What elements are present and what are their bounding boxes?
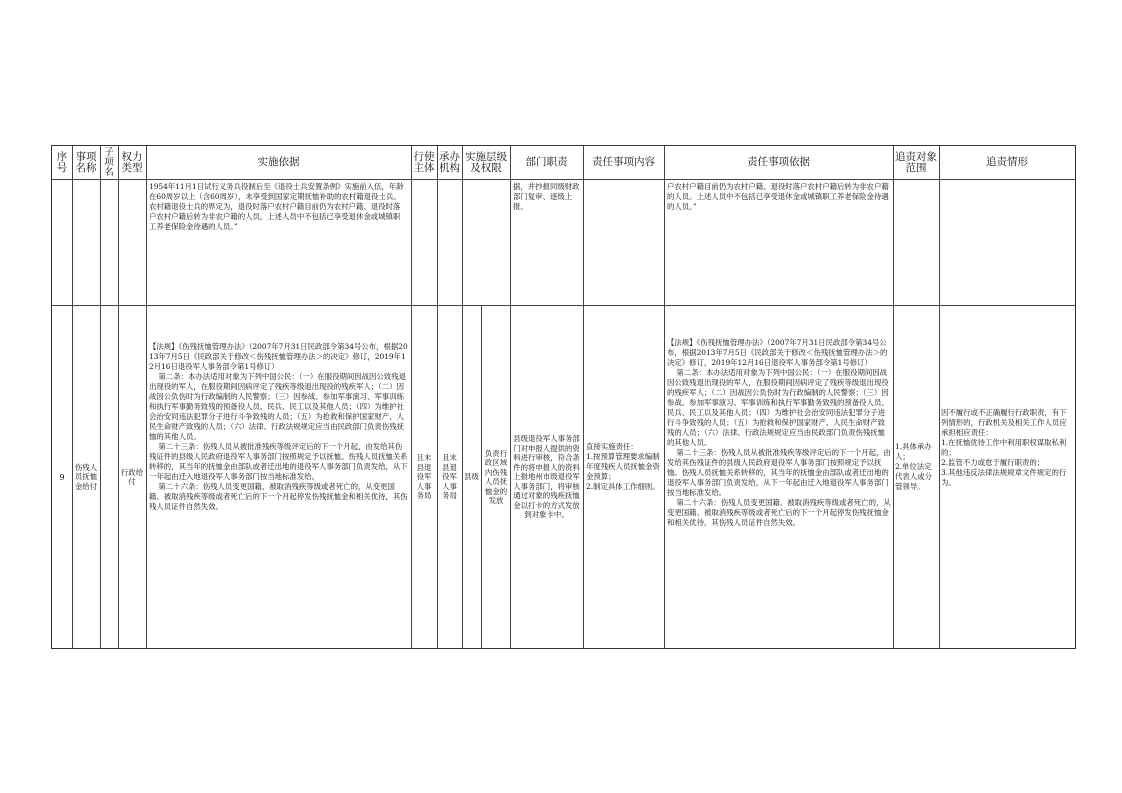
row-divider — [52, 179, 1075, 180]
row-agency: 且末县退役军人事务局 — [442, 453, 457, 501]
header-power-type: 权力 类型 — [121, 150, 143, 174]
row-target: 1.具体承办人； 2.单位法定代表人或分管领导。 — [895, 442, 932, 491]
row-item-name: 伤残人员抚恤金给付 — [74, 462, 98, 491]
header-item-name: 事项 名称 — [75, 150, 97, 174]
row-power-type: 行政给付 — [120, 467, 144, 486]
row-resp-content: 直接实施责任： 1.按预算管理要求编制年度残疾人员抚恤金资金预算； 2.制定具体工作细则。 — [586, 442, 660, 491]
col-divider — [437, 146, 438, 648]
col-divider — [481, 305, 482, 649]
row-resp-basis: 【法规】《伤残抚恤管理办法》（2007年7月31日民政部令第34号公布，根据2013年7月5日《民政部关于修改＜伤残抚恤管理办法＞的决定》修订，2019年12月16日退役军人事务部令第1号修订） 第二条：本办法适用对象为下列中国公民：（一）在服役期间因战因公致残退出现役的军人，在服役期间因病评定了残疾等级退出现役的残疾军人；（二）因战因公负伤时为行政编制的人民警察；（三）因参战、参加军事演习、军事训练和执行军事勤务致残的预备役人员、民兵、民工以及其他人员；（四）为维护社会治安同违法犯罪分子进行斗争致残的人员；（五）为抢救和保护国家财产、人民生命财产致残的人员；（六）法律、行政法规规定应当由民政部门负责伤残抚恤的其他人员。 第二十三条：伤残人员从被批准残疾等级评定后的下一个月起，由发给其伤残证件的县级人民政府退役军人事务部门按照规定予以抚恤。伤残人员抚恤关系转移的，其当年的抚恤金由部队或者迁出地的退役军人事务部门负责发给，从下一年起由迁入地退役军人事务部门按当地标准发给。 第二十六条：伤残人员变更国籍、被取消残疾等级或者死亡的，从变更国籍、被取消残疾等级或者死亡后的下一个月起停发伤残抚恤金和相关优待，其伤残人员证件自然失效。 — [667, 338, 891, 527]
row-subject: 且末县退役军人事务局 — [416, 453, 432, 501]
col-divider — [664, 146, 665, 648]
row-dept-duty: 县级退役军人事务部门对申报人提供的资料进行审核，符合条件的将申报人的资料上报地州市级退役军人事务部门，将审核通过对象的残疾抚恤金以打卡的方式发放到对象卡中。 — [513, 434, 580, 520]
col-divider — [100, 146, 101, 648]
col-divider — [510, 146, 511, 648]
header-basis: 实施依据 — [257, 156, 300, 168]
col-divider — [893, 146, 894, 648]
row-level-power: 负责行政区域内伤残人员抚恤金的发放 — [484, 448, 508, 505]
row-situation: 因不履行或不正确履行行政职责，有下列情形的，行政机关及相关工作人员应承担相应责任： 1.在抚恤优待工作中利用职权谋取私利的； 2.监管不力或怠于履行职责的； 3.其他违反法律法规规章文件规定的行为。 — [941, 408, 1067, 487]
header-subject: 行使 主体 — [413, 150, 435, 174]
header-dept-duty: 部门职责 — [525, 156, 568, 168]
header-agency: 承办 机构 — [439, 150, 460, 174]
header-situation: 追责情形 — [986, 156, 1028, 168]
col-divider — [939, 146, 940, 648]
header-seq: 序 号 — [56, 150, 68, 174]
row-basis: 【法规】《伤残抚恤管理办法》（2007年7月31日民政部令第34号公布，根据2013年7月5日《民政部关于修改＜伤残抚恤管理办法＞的决定》修订，2019年12月16日退役军人事务部令第1号修订） 第二条：本办法适用对象为下列中国公民：（一）在服役期间因战因公致残退出现役的军人，在服役期间因病评定了残疾等级退出现役的残疾军人；（二）因战因公负伤时为行政编制的人民警察；（三）因参战、参加军事演习、军事训练和执行军事勤务致残的预备役人员、民兵、民工以及其他人员；（四）为维护社会治安同违法犯罪分子进行斗争致残的人员；（五）为抢救和保护国家财产、人民生命财产致残的人员；（六）法律、行政法规规定应当由民政部门负责伤残抚恤的其他人员。 第二十三条：伤残人员从被批准残疾等级评定后的下一个月起，由发给其伤残证件的县级人民政府退役军人事务部门按照规定予以抚恤。伤残人员抚恤关系转移的，其当年的抚恤金由部队或者迁出地的退役军人事务部门负责发给，从下一年起由迁入地退役军人事务部门按当地标准发给。 第二十六条：伤残人员变更国籍、被取消残疾等级或者死亡的，从变更国籍、被取消残疾等级或者死亡后的下一个月起停发伤残抚恤金和相关优待，其伤残人员证件自然失效。 — [149, 342, 408, 511]
header-target: 追责对象 范围 — [895, 150, 937, 174]
header-sub-item: 子 项 名 — [104, 146, 114, 178]
header-resp-basis: 责任事项依据 — [747, 156, 810, 168]
row-level: 县级 — [464, 472, 479, 482]
row-seq: 9 — [59, 472, 65, 482]
prev-row-resp-basis: 户农村户籍目前仍为农村户籍、退役时落户农村户籍后转为非农户籍的人员。上述人员中不包括已享受退休金或城镇职工养老保险金待遇的人员。” — [667, 182, 889, 211]
prev-row-basis: 1954年11月1日试行义务兵役制后至《退役士兵安置条例》实施前入伍，年龄在60周岁以上（含60周岁），未享受到国家定期抚恤补助的农村籍退役士兵。农村籍退役士兵的界定为，退役时落户农村户籍目前仍为农村户籍、退役时落户农村户籍后转为非农户籍的人员。上述人员中不包括已享受退休金或城镇职工养老保险金待遇的人员。” — [149, 182, 404, 231]
col-divider — [583, 146, 584, 648]
responsibility-table — [51, 145, 1076, 649]
col-divider — [146, 146, 147, 648]
col-divider — [411, 146, 412, 648]
header-resp-content: 责任事项内容 — [592, 156, 655, 168]
header-level: 实施层级 及权限 — [465, 150, 507, 174]
prev-row-dept-duty: 据，并抄报同级财政部门复审、逐级上报。 — [513, 182, 580, 211]
